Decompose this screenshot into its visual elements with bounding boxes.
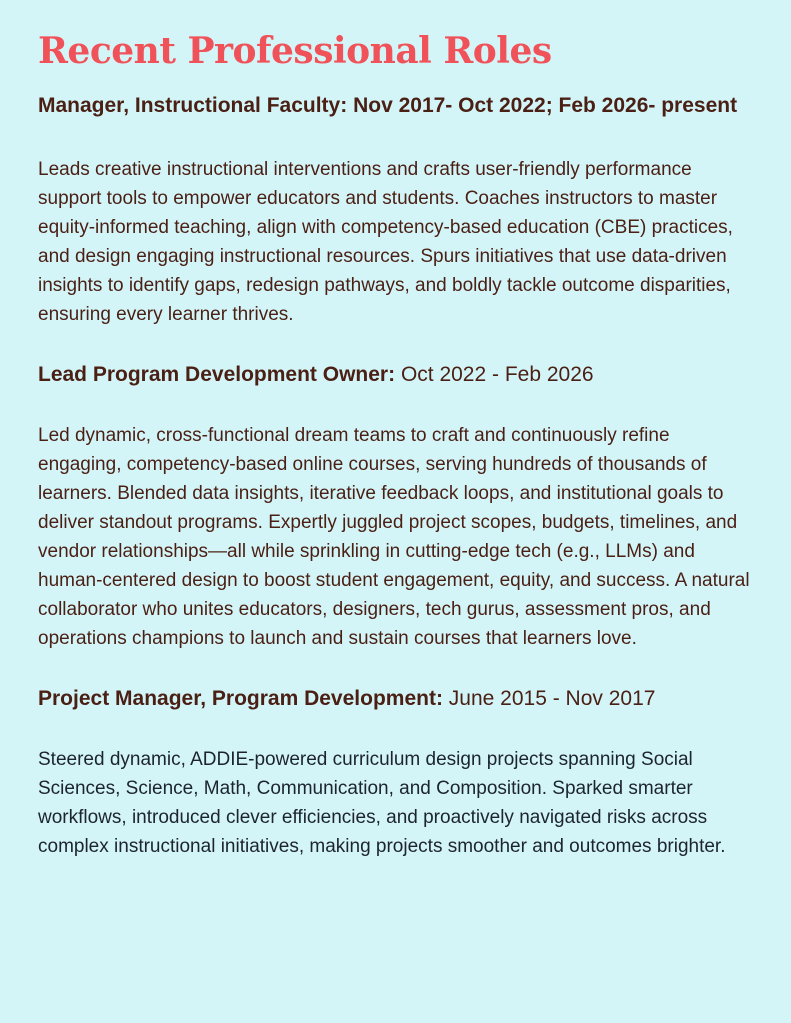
role-title: Lead Program Development Owner: <box>38 363 396 386</box>
role-section <box>38 360 758 653</box>
role-title: Project Manager, Program Development: <box>38 687 443 710</box>
role-description: Leads creative instructional interventions and crafts user-friendly performance support tools to empower educators and students. Coaches instructors to master equity-informed teaching, align with competency-based education (CBE) practices, and design engaging instructional resources. Spurs initiatives that use data-driven insights to identify gaps, redesign pathways, and boldly tackle outcome disparities, ensuring every learner thrives. <box>38 159 733 325</box>
page-title: Recent Professional Roles <box>38 30 552 72</box>
role-dates: Oct 2022 - Feb 2026 <box>400 363 594 386</box>
role-section <box>38 91 758 329</box>
role-section <box>38 684 758 861</box>
role-heading <box>38 684 758 714</box>
roles-page <box>38 26 758 861</box>
role-heading <box>38 360 758 390</box>
role-description: Led dynamic, cross-functional dream teams to craft and continuously refine engaging, competency-based online courses, serving hundreds of thousands of learners. Blended data insights, iterative feedback loops, and institutional goals to deliver standout programs. Expertly juggled project scopes, budgets, timelines, and vendor relationships—all while sprinkling in cutting-edge tech (e.g., LLMs) and human-centered design to boost student engagement, equity, and success. A natural collaborator who unites educators, designers, tech gurus, assessment pros, and operations champions to launch and sustain courses that learners love. <box>38 425 750 649</box>
role-description: Steered dynamic, ADDIE-powered curriculum design projects spanning Social Sciences, Science, Math, Communication, and Composition. Sparked smarter workflows, introduced clever efficiencies, and proactively navigated risks across complex instructional initiatives, making projects smoother and outcomes brighter. <box>38 749 726 857</box>
role-dates: Nov 2017- Oct 2022; Feb 2026- present <box>353 94 738 117</box>
role-title: Manager, Instructional Faculty: <box>38 94 348 117</box>
role-dates: June 2015 - Nov 2017 <box>448 687 656 710</box>
role-heading <box>38 91 758 121</box>
